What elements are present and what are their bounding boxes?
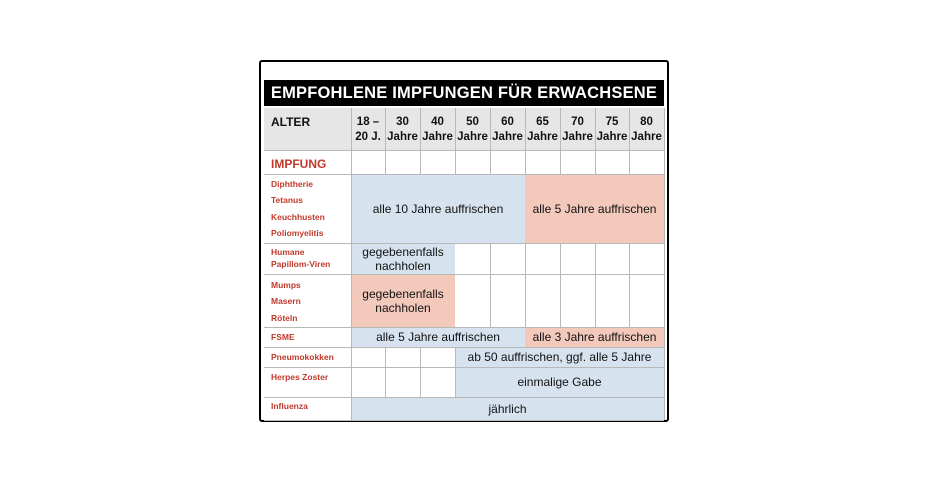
grid-line <box>629 243 630 327</box>
vaccine-pneumokokken: Pneumokokken <box>271 352 334 362</box>
band-hpv <box>351 243 455 274</box>
vaccine-tetanus: Tetanus <box>271 195 303 205</box>
grid-line <box>351 108 352 420</box>
grid-line <box>264 347 664 348</box>
age-line2: Jahre <box>422 131 453 143</box>
age-line1: 30 <box>396 116 409 128</box>
age-line2: Jahre <box>596 131 628 143</box>
grid-line <box>595 243 596 327</box>
vaccine-poliomyelitis: Poliomyelitis <box>271 228 324 238</box>
band-pneumo <box>455 347 664 367</box>
vaccine-hpv-line2: Papillom-Viren <box>271 259 331 269</box>
age-col-70 <box>560 115 595 145</box>
vaccine-herpes-zoster: Herpes Zoster <box>271 372 329 382</box>
grid-line <box>264 243 664 244</box>
vaccination-table-card <box>259 60 669 422</box>
vaccine-roeteln: Röteln <box>271 313 298 323</box>
band-fsme-3y-text: alle 3 Jahre auffrischen <box>532 330 657 344</box>
band-hpv-line2: nachholen <box>375 258 431 273</box>
vaccine-diphtherie: Diphtherie <box>271 179 314 189</box>
age-col-75 <box>595 115 629 145</box>
age-line1: 18 – <box>356 116 380 128</box>
grid-line <box>525 243 526 327</box>
age-col-65 <box>525 115 560 145</box>
band-dtkp-10y-text: alle 10 Jahre auffrischen <box>372 201 504 216</box>
grid-line <box>264 174 664 175</box>
grid-line <box>560 243 561 327</box>
age-line2: 20 J. <box>355 131 381 143</box>
age-line2: Jahre <box>527 131 558 143</box>
band-herpes-text: einmalige Gabe <box>517 375 602 389</box>
band-dtkp-5y-text: alle 5 Jahre auffrischen <box>532 201 657 216</box>
grid-line <box>264 150 664 151</box>
age-line1: 70 <box>571 116 584 128</box>
band-influenza-text: jährlich <box>488 401 527 416</box>
band-pneumo-text: ab 50 auffrischen, ggf. alle 5 Jahre <box>467 350 652 364</box>
age-line1: 50 <box>466 116 479 128</box>
band-mmr-line1: gegebenenfalls <box>362 286 444 301</box>
vaccine-hpv-line1: Humane <box>271 247 305 257</box>
band-fsme-5y-text: alle 5 Jahre auffrischen <box>376 330 500 344</box>
grid-line <box>420 347 421 397</box>
grid-line <box>385 347 386 397</box>
age-line2: Jahre <box>457 131 488 143</box>
age-line2: Jahre <box>492 131 523 143</box>
age-col-30 <box>385 115 420 145</box>
age-line2: Jahre <box>387 131 418 143</box>
age-line1: 40 <box>431 116 444 128</box>
grid-line <box>264 274 664 275</box>
alter-header: ALTER <box>271 115 311 129</box>
grid-line <box>264 367 664 368</box>
vaccine-mumps: Mumps <box>271 280 301 290</box>
age-line2: Jahre <box>562 131 593 143</box>
band-mmr-line2: nachholen <box>375 300 431 315</box>
grid-line <box>455 347 456 397</box>
age-col-60 <box>490 115 525 145</box>
vaccine-masern: Masern <box>271 296 301 306</box>
grid-line <box>664 108 665 420</box>
band-fsme-5y <box>351 327 525 347</box>
band-fsme-3y <box>525 327 664 347</box>
age-line1: 60 <box>501 116 514 128</box>
band-mmr <box>351 274 455 327</box>
age-col-80 <box>629 115 664 145</box>
impfung-header: IMPFUNG <box>271 157 327 171</box>
grid-line <box>264 420 664 421</box>
vaccine-influenza: Influenza <box>271 401 308 411</box>
table-title: EMPFOHLENE IMPFUNGEN FÜR ERWACHSENE <box>264 80 664 106</box>
vaccine-fsme: FSME <box>271 332 295 342</box>
age-col-40 <box>420 115 455 145</box>
vaccine-keuchhusten: Keuchhusten <box>271 212 325 222</box>
age-line2: Jahre <box>631 131 662 143</box>
grid-line <box>264 327 664 328</box>
age-line1: 75 <box>605 116 619 128</box>
age-line1: 80 <box>640 116 653 128</box>
band-herpes <box>455 367 664 397</box>
table-grid <box>261 62 671 424</box>
age-line1: 65 <box>536 116 549 128</box>
grid-line <box>264 397 664 398</box>
band-dtkp-5y <box>525 174 664 243</box>
band-influenza <box>351 397 664 420</box>
grid-line <box>490 243 491 327</box>
band-hpv-line1: gegebenenfalls <box>362 244 444 259</box>
band-dtkp-10y <box>351 174 525 243</box>
age-col-18 <box>351 115 385 145</box>
age-col-50 <box>455 115 490 145</box>
